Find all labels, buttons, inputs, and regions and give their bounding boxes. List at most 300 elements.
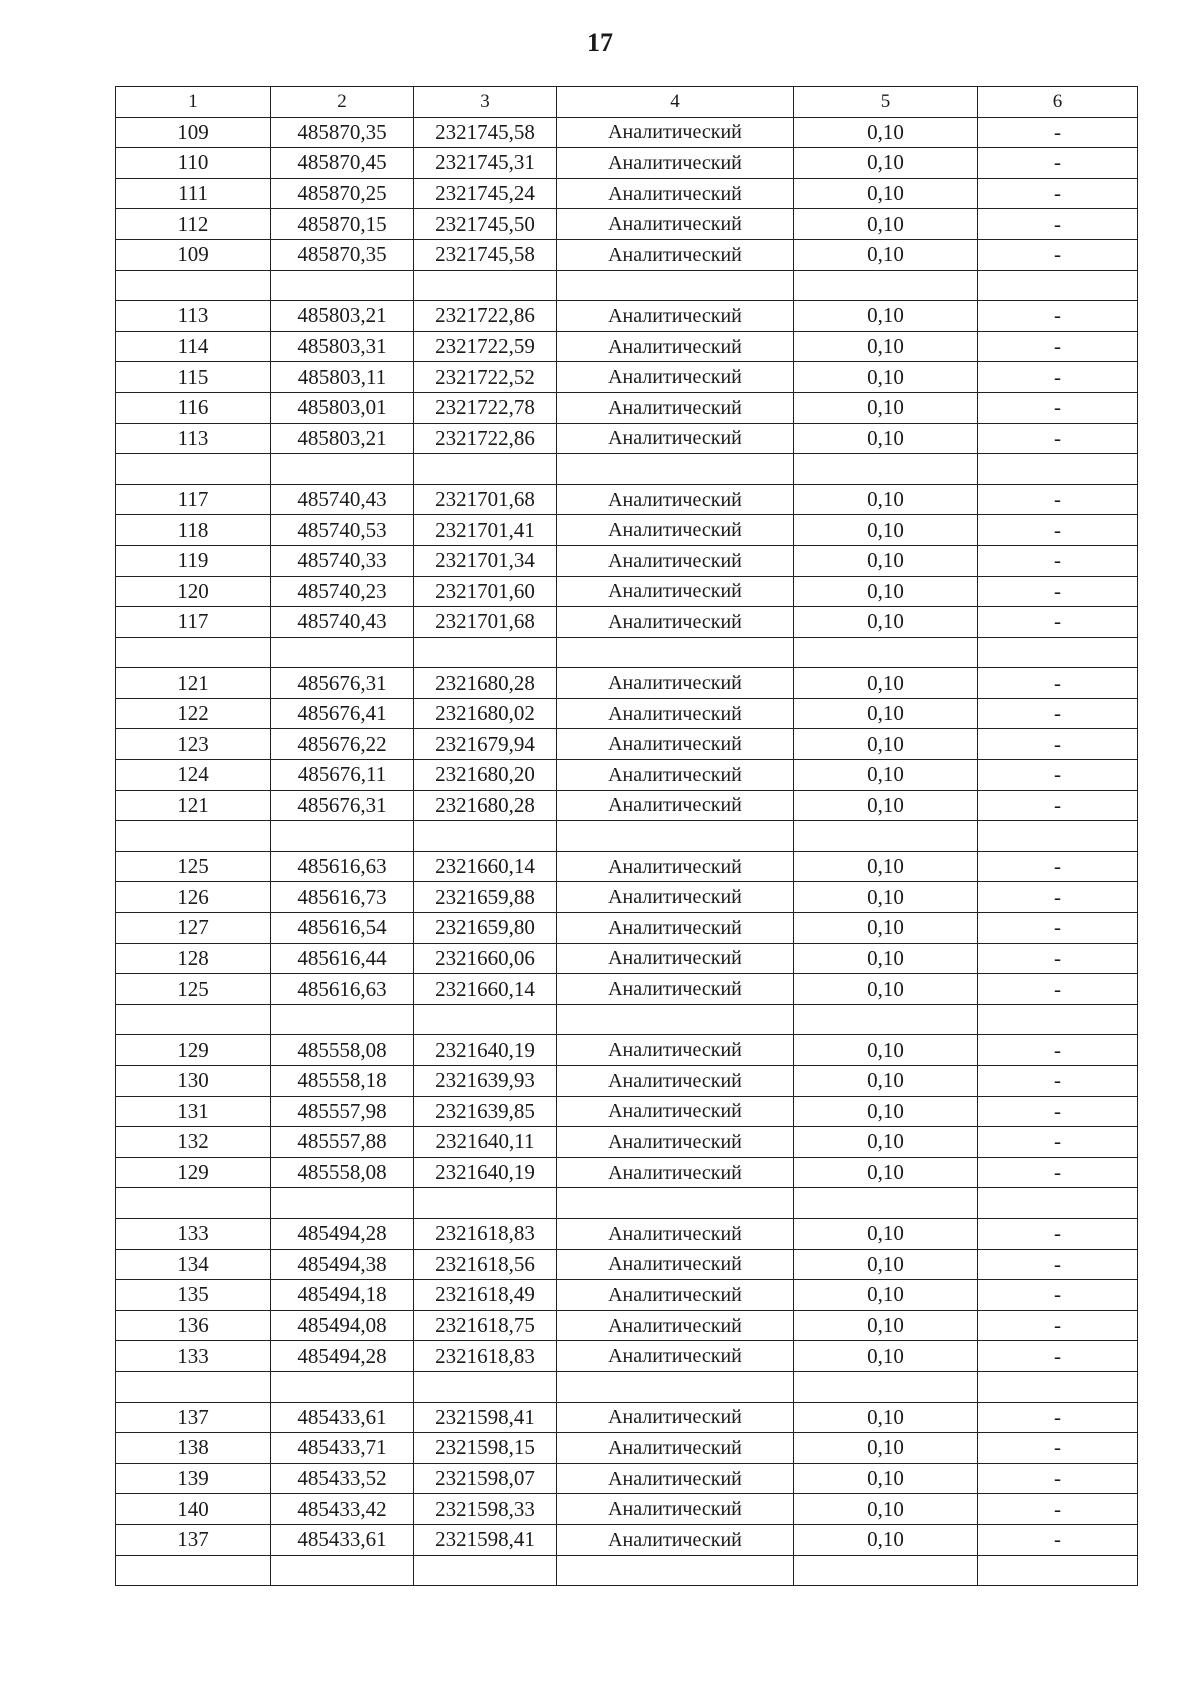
- accuracy-cell: 0,10: [794, 1066, 978, 1097]
- note-cell: -: [978, 1066, 1138, 1097]
- table-row: [116, 331, 1138, 362]
- point-number-cell: 130: [116, 1066, 271, 1097]
- accuracy-cell: 0,10: [794, 790, 978, 821]
- method-cell: Аналитический: [557, 1280, 794, 1311]
- table-row: [116, 1035, 1138, 1066]
- y-coordinate-cell: 2321722,86: [414, 423, 557, 454]
- point-number-cell: 127: [116, 913, 271, 944]
- table-row: [116, 576, 1138, 607]
- accuracy-cell: [794, 1004, 978, 1035]
- point-number-cell: 112: [116, 209, 271, 240]
- point-number-cell: 122: [116, 698, 271, 729]
- note-cell: -: [978, 239, 1138, 270]
- note-cell: -: [978, 117, 1138, 148]
- method-cell: Аналитический: [557, 1249, 794, 1280]
- page-number: 17: [587, 28, 613, 57]
- x-coordinate-cell: 485803,11: [271, 362, 414, 393]
- y-coordinate-cell: 2321618,83: [414, 1218, 557, 1249]
- note-cell: -: [978, 301, 1138, 332]
- point-number-cell: 121: [116, 790, 271, 821]
- accuracy-cell: 0,10: [794, 943, 978, 974]
- y-coordinate-cell: 2321745,50: [414, 209, 557, 240]
- method-cell: Аналитический: [557, 515, 794, 546]
- y-coordinate-cell: 2321701,60: [414, 576, 557, 607]
- note-cell: -: [978, 209, 1138, 240]
- accuracy-cell: [794, 454, 978, 485]
- column-header-3: 3: [414, 87, 557, 118]
- table-blank-row: [116, 637, 1138, 668]
- x-coordinate-cell: [271, 637, 414, 668]
- x-coordinate-cell: 485494,18: [271, 1280, 414, 1311]
- accuracy-cell: 0,10: [794, 1463, 978, 1494]
- point-number-cell: [116, 821, 271, 852]
- method-cell: Аналитический: [557, 790, 794, 821]
- note-cell: [978, 821, 1138, 852]
- point-number-cell: 125: [116, 974, 271, 1005]
- point-number-cell: 118: [116, 515, 271, 546]
- note-cell: [978, 1371, 1138, 1402]
- point-number-cell: [116, 270, 271, 301]
- x-coordinate-cell: 485676,41: [271, 698, 414, 729]
- y-coordinate-cell: [414, 454, 557, 485]
- method-cell: Аналитический: [557, 209, 794, 240]
- x-coordinate-cell: 485558,08: [271, 1035, 414, 1066]
- note-cell: [978, 270, 1138, 301]
- point-number-cell: 140: [116, 1494, 271, 1525]
- accuracy-cell: 0,10: [794, 668, 978, 699]
- accuracy-cell: 0,10: [794, 1127, 978, 1158]
- x-coordinate-cell: 485803,21: [271, 423, 414, 454]
- x-coordinate-cell: 485494,08: [271, 1310, 414, 1341]
- table-row: [116, 1494, 1138, 1525]
- note-cell: [978, 1188, 1138, 1219]
- x-coordinate-cell: 485494,28: [271, 1218, 414, 1249]
- x-coordinate-cell: 485433,52: [271, 1463, 414, 1494]
- accuracy-cell: 0,10: [794, 729, 978, 760]
- table-blank-row: [116, 1004, 1138, 1035]
- table-row: [116, 851, 1138, 882]
- accuracy-cell: [794, 1188, 978, 1219]
- note-cell: [978, 1004, 1138, 1035]
- column-header-4: 4: [557, 87, 794, 118]
- point-number-cell: 139: [116, 1463, 271, 1494]
- y-coordinate-cell: 2321722,78: [414, 392, 557, 423]
- accuracy-cell: 0,10: [794, 1218, 978, 1249]
- accuracy-cell: 0,10: [794, 1249, 978, 1280]
- note-cell: -: [978, 1402, 1138, 1433]
- x-coordinate-cell: 485803,21: [271, 301, 414, 332]
- table-row: [116, 301, 1138, 332]
- x-coordinate-cell: 485803,01: [271, 392, 414, 423]
- note-cell: -: [978, 974, 1138, 1005]
- y-coordinate-cell: 2321660,14: [414, 974, 557, 1005]
- point-number-cell: 115: [116, 362, 271, 393]
- accuracy-cell: 0,10: [794, 239, 978, 270]
- method-cell: Аналитический: [557, 1035, 794, 1066]
- accuracy-cell: 0,10: [794, 1280, 978, 1311]
- method-cell: Аналитический: [557, 148, 794, 179]
- point-number-cell: 124: [116, 760, 271, 791]
- point-number-cell: 138: [116, 1433, 271, 1464]
- accuracy-cell: 0,10: [794, 851, 978, 882]
- y-coordinate-cell: [414, 1555, 557, 1586]
- accuracy-cell: 0,10: [794, 607, 978, 638]
- method-cell: Аналитический: [557, 301, 794, 332]
- accuracy-cell: 0,10: [794, 576, 978, 607]
- x-coordinate-cell: 485803,31: [271, 331, 414, 362]
- accuracy-cell: 0,10: [794, 1096, 978, 1127]
- table-row: [116, 1280, 1138, 1311]
- x-coordinate-cell: [271, 1188, 414, 1219]
- x-coordinate-cell: 485870,35: [271, 117, 414, 148]
- method-cell: Аналитический: [557, 545, 794, 576]
- note-cell: -: [978, 607, 1138, 638]
- accuracy-cell: 0,10: [794, 1035, 978, 1066]
- table-header-row: [116, 87, 1138, 118]
- note-cell: -: [978, 545, 1138, 576]
- point-number-cell: 113: [116, 423, 271, 454]
- x-coordinate-cell: [271, 821, 414, 852]
- accuracy-cell: 0,10: [794, 760, 978, 791]
- y-coordinate-cell: 2321745,31: [414, 148, 557, 179]
- y-coordinate-cell: 2321679,94: [414, 729, 557, 760]
- y-coordinate-cell: 2321722,59: [414, 331, 557, 362]
- y-coordinate-cell: 2321701,34: [414, 545, 557, 576]
- method-cell: Аналитический: [557, 851, 794, 882]
- y-coordinate-cell: 2321640,19: [414, 1035, 557, 1066]
- accuracy-cell: 0,10: [794, 515, 978, 546]
- table-row: [116, 760, 1138, 791]
- point-number-cell: 120: [116, 576, 271, 607]
- accuracy-cell: 0,10: [794, 1524, 978, 1555]
- point-number-cell: 131: [116, 1096, 271, 1127]
- note-cell: -: [978, 1280, 1138, 1311]
- note-cell: -: [978, 729, 1138, 760]
- method-cell: Аналитический: [557, 698, 794, 729]
- note-cell: -: [978, 576, 1138, 607]
- y-coordinate-cell: 2321639,85: [414, 1096, 557, 1127]
- point-number-cell: 121: [116, 668, 271, 699]
- point-number-cell: 117: [116, 484, 271, 515]
- point-number-cell: 129: [116, 1035, 271, 1066]
- point-number-cell: 129: [116, 1157, 271, 1188]
- note-cell: -: [978, 1524, 1138, 1555]
- x-coordinate-cell: 485494,38: [271, 1249, 414, 1280]
- note-cell: -: [978, 331, 1138, 362]
- method-cell: Аналитический: [557, 362, 794, 393]
- y-coordinate-cell: [414, 637, 557, 668]
- method-cell: Аналитический: [557, 943, 794, 974]
- table-blank-row: [116, 1371, 1138, 1402]
- x-coordinate-cell: 485676,22: [271, 729, 414, 760]
- note-cell: -: [978, 698, 1138, 729]
- note-cell: -: [978, 913, 1138, 944]
- y-coordinate-cell: 2321659,80: [414, 913, 557, 944]
- method-cell: Аналитический: [557, 1402, 794, 1433]
- table-row: [116, 239, 1138, 270]
- accuracy-cell: [794, 637, 978, 668]
- table-blank-row: [116, 1555, 1138, 1586]
- method-cell: Аналитический: [557, 423, 794, 454]
- method-cell: Аналитический: [557, 331, 794, 362]
- accuracy-cell: 0,10: [794, 209, 978, 240]
- table-row: [116, 882, 1138, 913]
- y-coordinate-cell: [414, 1371, 557, 1402]
- note-cell: -: [978, 943, 1138, 974]
- y-coordinate-cell: 2321640,19: [414, 1157, 557, 1188]
- table-row: [116, 545, 1138, 576]
- y-coordinate-cell: 2321618,49: [414, 1280, 557, 1311]
- method-cell: Аналитический: [557, 178, 794, 209]
- table-row: [116, 943, 1138, 974]
- point-number-cell: [116, 637, 271, 668]
- y-coordinate-cell: 2321598,33: [414, 1494, 557, 1525]
- x-coordinate-cell: [271, 454, 414, 485]
- column-header-1: 1: [116, 87, 271, 118]
- method-cell: [557, 1004, 794, 1035]
- note-cell: -: [978, 1127, 1138, 1158]
- y-coordinate-cell: 2321745,58: [414, 239, 557, 270]
- x-coordinate-cell: 485676,31: [271, 790, 414, 821]
- y-coordinate-cell: 2321722,52: [414, 362, 557, 393]
- y-coordinate-cell: 2321618,83: [414, 1341, 557, 1372]
- y-coordinate-cell: 2321680,20: [414, 760, 557, 791]
- x-coordinate-cell: 485433,61: [271, 1402, 414, 1433]
- note-cell: -: [978, 1249, 1138, 1280]
- y-coordinate-cell: 2321701,68: [414, 607, 557, 638]
- point-number-cell: 110: [116, 148, 271, 179]
- method-cell: Аналитический: [557, 1096, 794, 1127]
- point-number-cell: 113: [116, 301, 271, 332]
- accuracy-cell: 0,10: [794, 882, 978, 913]
- method-cell: Аналитический: [557, 1218, 794, 1249]
- table-row: [116, 668, 1138, 699]
- note-cell: -: [978, 148, 1138, 179]
- table-row: [116, 178, 1138, 209]
- table-row: [116, 729, 1138, 760]
- table-row: [116, 1127, 1138, 1158]
- column-header-5: 5: [794, 87, 978, 118]
- x-coordinate-cell: 485433,71: [271, 1433, 414, 1464]
- method-cell: Аналитический: [557, 1310, 794, 1341]
- accuracy-cell: 0,10: [794, 1310, 978, 1341]
- table-row: [116, 607, 1138, 638]
- method-cell: Аналитический: [557, 1127, 794, 1158]
- x-coordinate-cell: 485616,63: [271, 851, 414, 882]
- method-cell: [557, 1371, 794, 1402]
- point-number-cell: 114: [116, 331, 271, 362]
- note-cell: -: [978, 484, 1138, 515]
- note-cell: -: [978, 362, 1138, 393]
- point-number-cell: 109: [116, 117, 271, 148]
- method-cell: Аналитический: [557, 974, 794, 1005]
- accuracy-cell: 0,10: [794, 178, 978, 209]
- method-cell: [557, 821, 794, 852]
- note-cell: -: [978, 760, 1138, 791]
- table-row: [116, 790, 1138, 821]
- table-row: [116, 1310, 1138, 1341]
- table-row: [116, 392, 1138, 423]
- note-cell: -: [978, 178, 1138, 209]
- method-cell: [557, 270, 794, 301]
- y-coordinate-cell: 2321701,68: [414, 484, 557, 515]
- y-coordinate-cell: 2321745,24: [414, 178, 557, 209]
- method-cell: Аналитический: [557, 1494, 794, 1525]
- table-body: [116, 117, 1138, 1586]
- x-coordinate-cell: 485616,44: [271, 943, 414, 974]
- note-cell: -: [978, 1494, 1138, 1525]
- note-cell: -: [978, 1096, 1138, 1127]
- note-cell: -: [978, 515, 1138, 546]
- note-cell: -: [978, 1463, 1138, 1494]
- x-coordinate-cell: 485740,43: [271, 484, 414, 515]
- method-cell: Аналитический: [557, 913, 794, 944]
- y-coordinate-cell: 2321598,07: [414, 1463, 557, 1494]
- table-row: [116, 1402, 1138, 1433]
- y-coordinate-cell: 2321598,41: [414, 1402, 557, 1433]
- point-number-cell: 109: [116, 239, 271, 270]
- table-row: [116, 148, 1138, 179]
- accuracy-cell: [794, 1555, 978, 1586]
- accuracy-cell: 0,10: [794, 545, 978, 576]
- x-coordinate-cell: 485433,61: [271, 1524, 414, 1555]
- point-number-cell: [116, 1188, 271, 1219]
- method-cell: Аналитический: [557, 484, 794, 515]
- column-header-2: 2: [271, 87, 414, 118]
- x-coordinate-cell: 485616,63: [271, 974, 414, 1005]
- table-row: [116, 423, 1138, 454]
- x-coordinate-cell: 485740,53: [271, 515, 414, 546]
- note-cell: -: [978, 851, 1138, 882]
- table-row: [116, 209, 1138, 240]
- table-row: [116, 913, 1138, 944]
- accuracy-cell: 0,10: [794, 331, 978, 362]
- method-cell: Аналитический: [557, 576, 794, 607]
- x-coordinate-cell: 485557,88: [271, 1127, 414, 1158]
- point-number-cell: 133: [116, 1218, 271, 1249]
- y-coordinate-cell: 2321598,41: [414, 1524, 557, 1555]
- accuracy-cell: [794, 270, 978, 301]
- point-number-cell: 116: [116, 392, 271, 423]
- accuracy-cell: 0,10: [794, 423, 978, 454]
- table-row: [116, 1463, 1138, 1494]
- accuracy-cell: 0,10: [794, 301, 978, 332]
- point-number-cell: 126: [116, 882, 271, 913]
- table-row: [116, 974, 1138, 1005]
- y-coordinate-cell: 2321640,11: [414, 1127, 557, 1158]
- x-coordinate-cell: 485870,15: [271, 209, 414, 240]
- note-cell: -: [978, 882, 1138, 913]
- point-number-cell: 137: [116, 1402, 271, 1433]
- accuracy-cell: 0,10: [794, 484, 978, 515]
- x-coordinate-cell: 485740,23: [271, 576, 414, 607]
- table-row: [116, 484, 1138, 515]
- table-row: [116, 362, 1138, 393]
- method-cell: [557, 1188, 794, 1219]
- y-coordinate-cell: 2321660,06: [414, 943, 557, 974]
- table-row: [116, 1433, 1138, 1464]
- table-blank-row: [116, 821, 1138, 852]
- note-cell: [978, 1555, 1138, 1586]
- note-cell: -: [978, 392, 1138, 423]
- accuracy-cell: 0,10: [794, 974, 978, 1005]
- point-number-cell: 133: [116, 1341, 271, 1372]
- note-cell: -: [978, 790, 1138, 821]
- method-cell: Аналитический: [557, 392, 794, 423]
- method-cell: [557, 454, 794, 485]
- x-coordinate-cell: [271, 270, 414, 301]
- y-coordinate-cell: 2321701,41: [414, 515, 557, 546]
- x-coordinate-cell: 485558,08: [271, 1157, 414, 1188]
- method-cell: Аналитический: [557, 239, 794, 270]
- y-coordinate-cell: 2321680,28: [414, 790, 557, 821]
- x-coordinate-cell: 485676,31: [271, 668, 414, 699]
- point-number-cell: 134: [116, 1249, 271, 1280]
- accuracy-cell: 0,10: [794, 362, 978, 393]
- x-coordinate-cell: 485676,11: [271, 760, 414, 791]
- point-number-cell: 135: [116, 1280, 271, 1311]
- note-cell: -: [978, 668, 1138, 699]
- table-row: [116, 1066, 1138, 1097]
- table-row: [116, 1157, 1138, 1188]
- y-coordinate-cell: 2321680,28: [414, 668, 557, 699]
- point-number-cell: 125: [116, 851, 271, 882]
- x-coordinate-cell: 485433,42: [271, 1494, 414, 1525]
- y-coordinate-cell: [414, 270, 557, 301]
- method-cell: [557, 637, 794, 668]
- x-coordinate-cell: 485870,35: [271, 239, 414, 270]
- note-cell: -: [978, 1035, 1138, 1066]
- table-row: [116, 1341, 1138, 1372]
- accuracy-cell: 0,10: [794, 1494, 978, 1525]
- x-coordinate-cell: 485740,33: [271, 545, 414, 576]
- note-cell: [978, 637, 1138, 668]
- table-row: [116, 1524, 1138, 1555]
- y-coordinate-cell: 2321659,88: [414, 882, 557, 913]
- y-coordinate-cell: [414, 1004, 557, 1035]
- point-number-cell: 123: [116, 729, 271, 760]
- method-cell: Аналитический: [557, 1157, 794, 1188]
- table-row: [116, 698, 1138, 729]
- y-coordinate-cell: [414, 821, 557, 852]
- note-cell: -: [978, 1433, 1138, 1464]
- table-row: [116, 515, 1138, 546]
- x-coordinate-cell: 485870,25: [271, 178, 414, 209]
- method-cell: Аналитический: [557, 1433, 794, 1464]
- method-cell: Аналитический: [557, 729, 794, 760]
- x-coordinate-cell: 485740,43: [271, 607, 414, 638]
- note-cell: -: [978, 1341, 1138, 1372]
- y-coordinate-cell: 2321660,14: [414, 851, 557, 882]
- point-number-cell: 136: [116, 1310, 271, 1341]
- point-number-cell: [116, 454, 271, 485]
- y-coordinate-cell: 2321639,93: [414, 1066, 557, 1097]
- x-coordinate-cell: [271, 1004, 414, 1035]
- point-number-cell: 117: [116, 607, 271, 638]
- x-coordinate-cell: 485616,54: [271, 913, 414, 944]
- point-number-cell: [116, 1004, 271, 1035]
- y-coordinate-cell: 2321680,02: [414, 698, 557, 729]
- table-row: [116, 1249, 1138, 1280]
- accuracy-cell: [794, 1371, 978, 1402]
- note-cell: -: [978, 423, 1138, 454]
- accuracy-cell: 0,10: [794, 913, 978, 944]
- table-row: [116, 1218, 1138, 1249]
- accuracy-cell: 0,10: [794, 117, 978, 148]
- table-blank-row: [116, 1188, 1138, 1219]
- x-coordinate-cell: 485494,28: [271, 1341, 414, 1372]
- method-cell: Аналитический: [557, 607, 794, 638]
